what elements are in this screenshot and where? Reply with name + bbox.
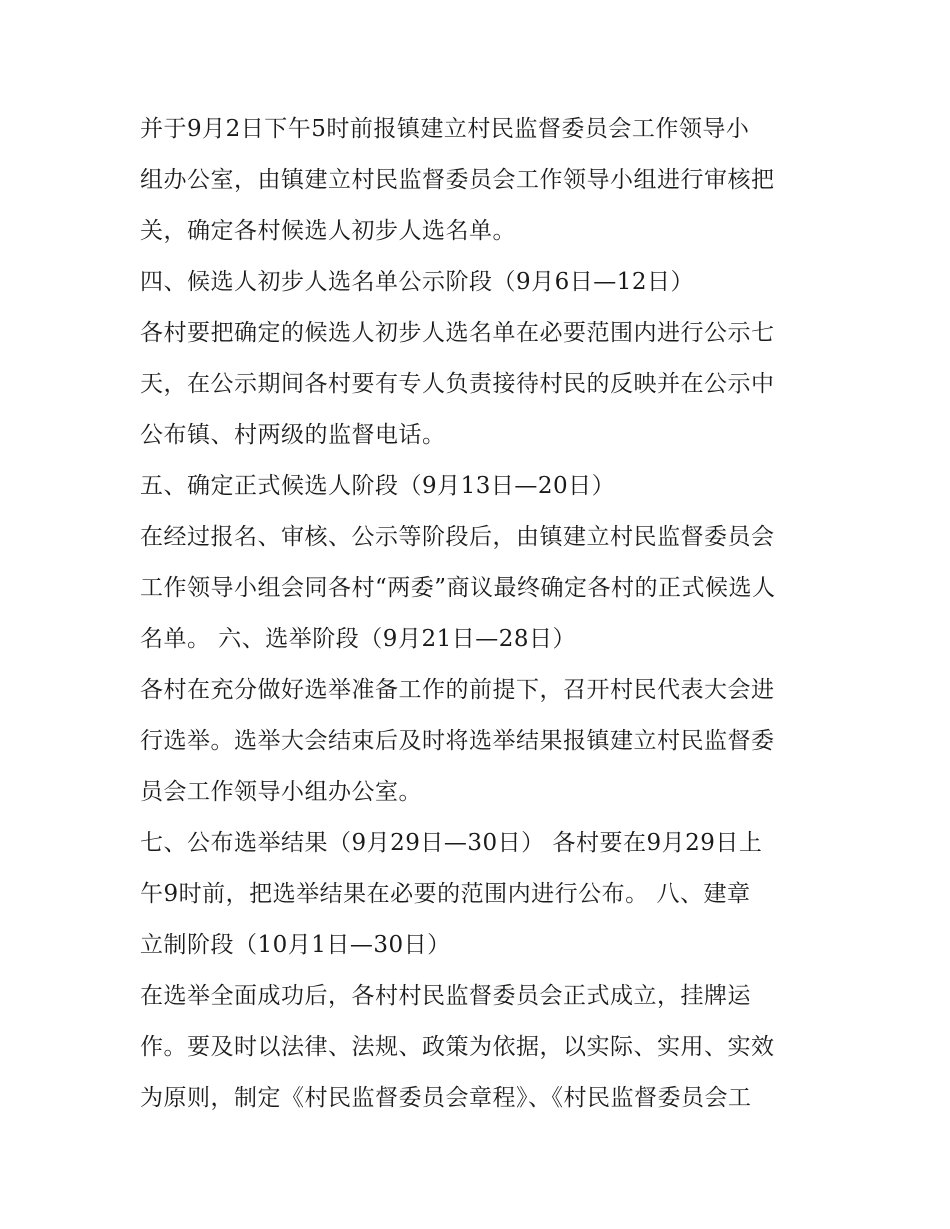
text-line: 员会工作领导小组办公室。 xyxy=(140,779,422,805)
text-line: 关，确定各村候选人初步人选名单。 xyxy=(140,218,516,244)
section-heading: 七、公布选举结果（9月29日—30日） 各村要在9月29日上 xyxy=(140,830,763,856)
text-line: 工作领导小组会同各村“两委”商议最终确定各村的正式候选人 xyxy=(140,575,776,601)
text-line: 在经过报名、审核、公示等阶段后，由镇建立村民监督委员会 xyxy=(140,524,775,550)
text-line: 名单。 六、选举阶段（9月21日—28日） xyxy=(140,626,576,652)
text-line: 在选举全面成功后，各村村民监督委员会正式成立，挂牌运 xyxy=(140,983,751,1009)
text-line: 各村在充分做好选举准备工作的前提下，召开村民代表大会进 xyxy=(140,677,775,703)
section-heading: 五、确定正式候选人阶段（9月13日—20日） xyxy=(140,473,616,499)
text-line: 组办公室，由镇建立村民监督委员会工作领导小组进行审核把 xyxy=(140,167,775,193)
text-line: 行选举。选举大会结束后及时将选举结果报镇建立村民监督委 xyxy=(140,728,775,754)
text-line: 立制阶段（10月1日—30日） xyxy=(140,932,451,958)
text-line: 各村要把确定的候选人初步人选名单在必要范围内进行公示七 xyxy=(140,320,775,346)
text-line: 公布镇、村两级的监督电话。 xyxy=(140,422,446,448)
text-line: 为原则，制定《村民监督委员会章程》、《村民监督委员会工 xyxy=(140,1085,752,1111)
section-heading: 四、候选人初步人选名单公示阶段（9月6日—12日） xyxy=(140,269,695,295)
text-line: 并于9月2日下午5时前报镇建立村民监督委员会工作领导小 xyxy=(140,116,750,142)
text-line: 天，在公示期间各村要有专人负责接待村民的反映并在公示中 xyxy=(140,371,775,397)
text-line: 作。要及时以法律、法规、政策为依据，以实际、实用、实效 xyxy=(140,1034,775,1060)
text-line: 午9时前，把选举结果在必要的范围内进行公布。 八、建章 xyxy=(140,881,751,907)
